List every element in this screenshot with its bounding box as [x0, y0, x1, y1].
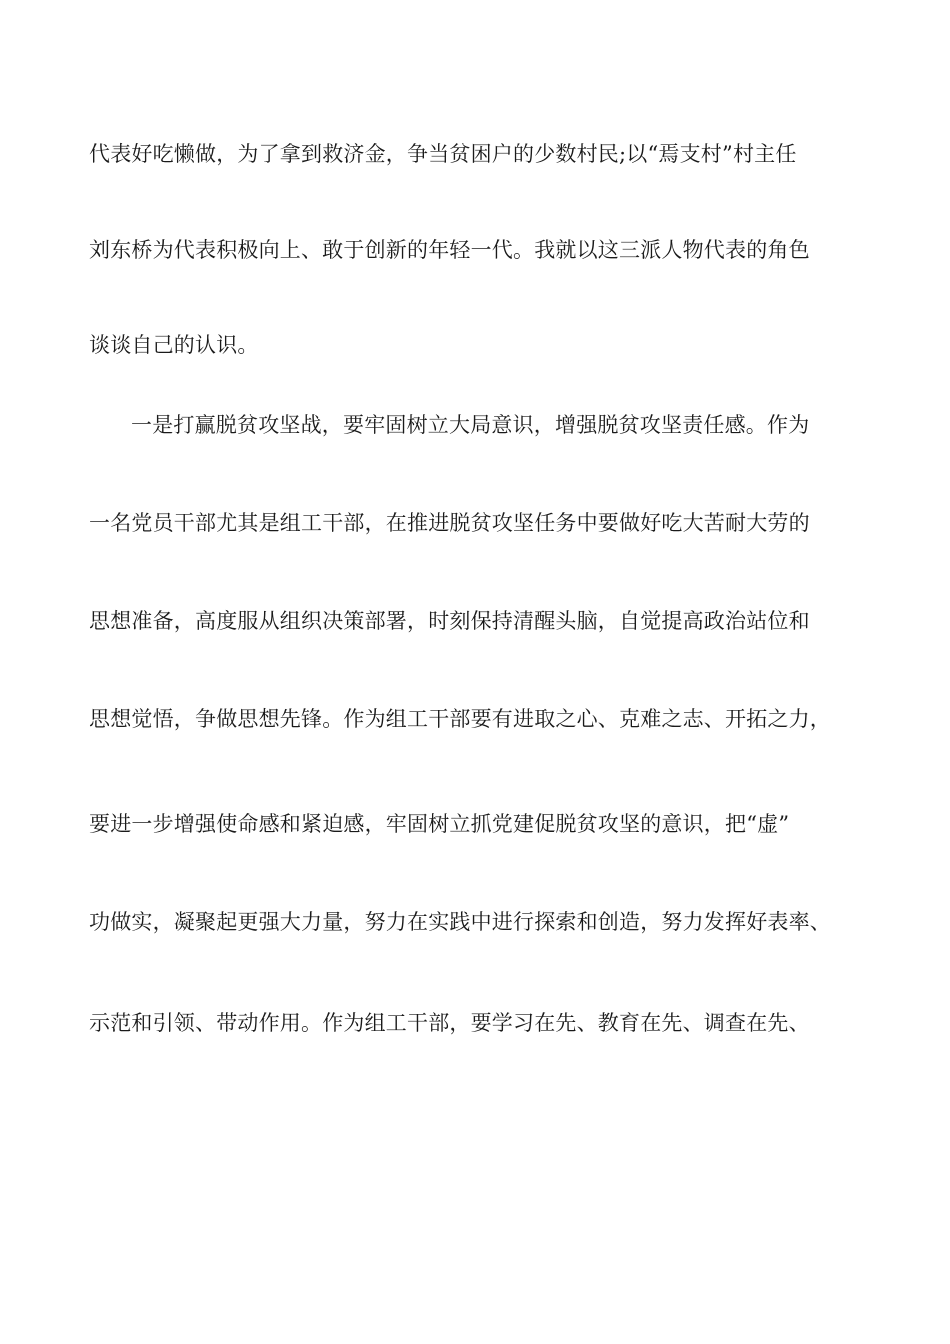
text-line: 代表好吃懒做，为了拿到救济金，争当贫困户的少数村民;以“焉支村”村主任 — [89, 142, 797, 166]
text-line: 要进一步增强使命感和紧迫感，牢固树立抓党建促脱贫攻坚的意识，把“虚” — [89, 812, 790, 836]
text-line: 思想觉悟，争做思想先锋。作为组工干部要有进取之心、克难之志、开拓之力， — [89, 707, 831, 731]
text-line: 一名党员干部尤其是组工干部，在推进脱贫攻坚任务中要做好吃大苦耐大劳的 — [89, 511, 810, 535]
text-line: 思想准备，高度服从组织决策部署，时刻保持清醒头脑，自觉提高政治站位和 — [89, 609, 810, 633]
text-line: 功做实，凝聚起更强大力量，努力在实践中进行探索和创造，努力发挥好表率、 — [89, 910, 831, 934]
text-line: 刘东桥为代表积极向上、敢于创新的年轻一代。我就以这三派人物代表的角色 — [89, 238, 810, 262]
paragraph-first-line: 一是打赢脱贫攻坚战，要牢固树立大局意识，增强脱贫攻坚责任感。作为 — [131, 413, 810, 437]
text-line: 示范和引领、带动作用。作为组工干部，要学习在先、教育在先、调查在先、 — [89, 1011, 810, 1035]
text-line: 谈谈自己的认识。 — [89, 333, 259, 357]
